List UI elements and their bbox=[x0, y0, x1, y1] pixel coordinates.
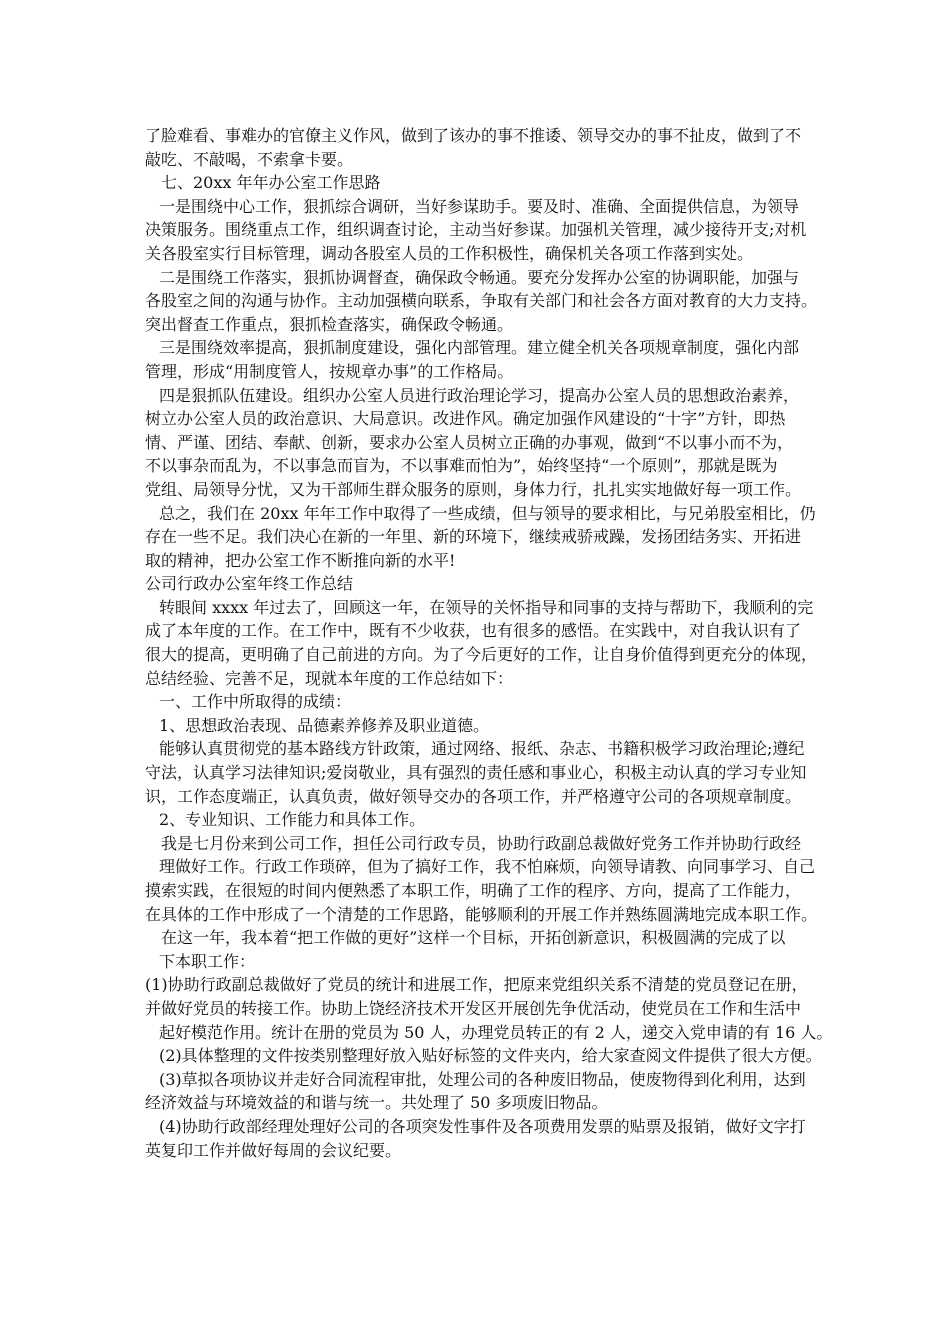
text-line: 取的精神，把办公室工作不断推向新的水平! bbox=[145, 550, 456, 570]
text-line: 了脸难看、事难办的官僚主义作风，做到了该办的事不推诿、领导交办的事不扯皮，做到了不 bbox=[145, 126, 802, 145]
text-line: 理做好工作。行政工作琐碎，但为了搞好工作，我不怕麻烦，向领导请教、向同事学习、自己 bbox=[159, 857, 816, 877]
text-line: 我是七月份来到公司工作，担任公司行政专员，协助行政副总裁做好党务工作并协助行政经 bbox=[161, 833, 802, 853]
section-heading: 一、工作中所取得的成绩： bbox=[159, 692, 352, 712]
text-line: 敲吃、不敲喝，不索拿卡要。 bbox=[145, 149, 354, 169]
text-line: 总结经验、完善不足，现就本年度的工作总结如下： bbox=[145, 668, 514, 688]
text-line: 四是狠抓队伍建设。组织办公室人员进行政治理论学习，提高办公室人员的思想政治素养， bbox=[159, 385, 800, 405]
text-line: 存在一些不足。我们决心在新的一年里、新的环境下，继续戒骄戒躁，发扬团结务实、开拓进 bbox=[145, 527, 802, 547]
text-line: 各股室之间的沟通与协作。主动加强横向联系，争取有关部门和社会各方面对教育的大力支持。 bbox=[145, 291, 818, 311]
text-line: 很大的提高，更明确了自己前进的方向。为了今后更好的工作，让自身价值得到更充分的体现， bbox=[145, 645, 818, 665]
text-line: 摸索实践，在很短的时间内便熟悉了本职工作，明确了工作的程序、方向，提高了工作能力， bbox=[145, 881, 802, 900]
text-line: 不以事杂而乱为，不以事急而盲为，不以事难而怕为”，始终坚持“一个原则”，那就是既为 bbox=[145, 456, 778, 476]
section-heading: 七、20xx 年年办公室工作思路 bbox=[161, 173, 381, 193]
text-line: 关各股室实行目标管理，调动各股室人员的工作积极性，确保机关各项工作落到实处。 bbox=[145, 243, 754, 263]
text-line: 总之，我们在 20xx 年年工作中取得了一些成绩，但与领导的要求相比，与兄弟股室相比，仍 bbox=[159, 503, 816, 523]
list-item: (4)协助行政部经理处理好公司的各项突发性事件及各项费用发票的贴票及报销，做好文字打 bbox=[159, 1116, 806, 1136]
subsection-heading: 1、思想政治表现、品德素养修养及职业道德。 bbox=[159, 715, 490, 735]
text-line: 成了本年度的工作。在工作中，既有不少收获，也有很多的感悟。在实践中，对自我认识有了 bbox=[145, 621, 802, 641]
text-line: 在这一年，我本着“把工作做的更好”这样一个目标，开拓创新意识，积极圆满的完成了以 bbox=[161, 928, 786, 948]
text-line: 转眼间 xxxx 年过去了，回顾这一年，在领导的关怀指导和同事的支持与帮助下，我顺利的完 bbox=[159, 597, 814, 617]
text-line: 经济效益与环境效益的和谐与统一。共处理了 50 多项废旧物品。 bbox=[145, 1093, 608, 1113]
list-item: (2)具体整理的文件按类别整理好放入贴好标签的文件夹内，给大家查阅文件提供了很大方便。 bbox=[159, 1046, 822, 1066]
text-line: 识，工作态度端正，认真负责，做好领导交办的各项工作，并严格遵守公司的各项规章制度。 bbox=[145, 786, 802, 806]
text-line: 能够认真贯彻党的基本路线方针政策，通过网络、报纸、杂志、书籍积极学习政治理论;遵纪 bbox=[159, 739, 805, 759]
text-line: 一是围绕中心工作，狠抓综合调研，当好参谋助手。要及时、准确、全面提供信息，为领导 bbox=[159, 196, 800, 216]
document-title: 公司行政办公室年终工作总结 bbox=[145, 574, 354, 594]
text-line: 决策服务。围绕重点工作，组织调查讨论，主动当好参谋。加强机关管理，减少接待开支;对机 bbox=[145, 220, 807, 240]
text-line: 英复印工作并做好每周的会议纪要。 bbox=[145, 1140, 402, 1160]
text-line: 三是围绕效率提高，狠抓制度建设，强化内部管理。建立健全机关各项规章制度，强化内部 bbox=[159, 338, 800, 358]
list-item: (3)草拟各项协议并走好合同流程审批，处理公司的各种废旧物品，使废物得到化利用，达到 bbox=[159, 1069, 806, 1089]
text-line: 在具体的工作中形成了一个清楚的工作思路，能够顺利的开展工作并熟练圆满地完成本职工作。 bbox=[145, 904, 818, 924]
text-line: 情、严谨、团结、奉献、创新，要求办公室人员树立正确的办事观，做到“不以事小而不为， bbox=[145, 432, 794, 452]
text-line: 党组、局领导分忧，又为干部师生群众服务的原则，身体力行，扎扎实实地做好每一项工作。 bbox=[145, 479, 802, 499]
text-line: 管理，形成“用制度管人，按规章办事”的工作格局。 bbox=[145, 361, 514, 381]
text-line: 树立办公室人员的政治意识、大局意识。改进作风。确定加强作风建设的“十字”方针，即热 bbox=[145, 409, 786, 429]
document-page bbox=[145, 124, 833, 1162]
text-line: 守法，认真学习法律知识;爱岗敬业，具有强烈的责任感和事业心，积极主动认真的学习专业知 bbox=[145, 763, 807, 783]
text-line: 突出督查工作重点，狠抓检查落实，确保政令畅通。 bbox=[145, 314, 514, 334]
text-line: 并做好党员的转接工作。协助上饶经济技术开发区开展创先争优活动，使党员在工作和生活中 bbox=[145, 998, 802, 1018]
text-line: 下本职工作： bbox=[159, 951, 256, 971]
list-item: (1)协助行政副总裁做好了党员的统计和进展工作，把原来党组织关系不清楚的党员登记在册， bbox=[145, 975, 808, 995]
text-line: 起好模范作用。统计在册的党员为 50 人，办理党员转正的有 2 人，递交入党申请的有 16 人。 bbox=[159, 1022, 833, 1042]
subsection-heading: 2、专业知识、工作能力和具体工作。 bbox=[159, 810, 426, 830]
text-line: 二是围绕工作落实，狠抓协调督查，确保政令畅通。要充分发挥办公室的协调职能，加强与 bbox=[159, 267, 800, 287]
